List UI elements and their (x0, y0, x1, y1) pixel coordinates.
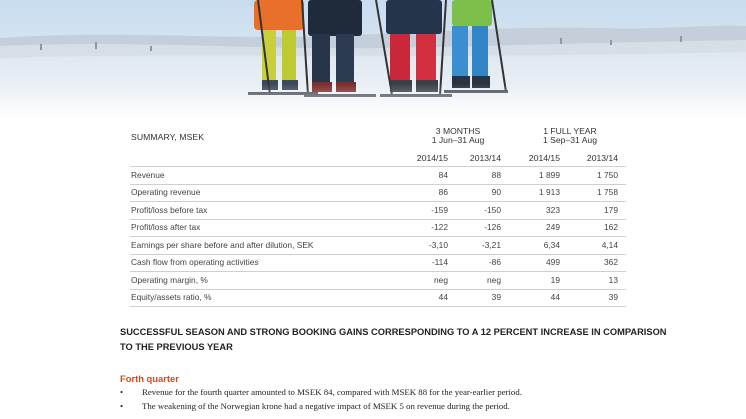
column-header: 2013/14 (469, 153, 501, 163)
row-value: 1 750 (597, 170, 618, 180)
table-row (130, 273, 626, 290)
row-value: 13 (608, 275, 618, 285)
row-value: -114 (431, 257, 448, 267)
table-divider (130, 236, 626, 237)
period-full-year (514, 127, 626, 145)
row-value: 19 (550, 275, 560, 285)
row-value: neg (434, 275, 448, 285)
hero-photo (0, 0, 746, 130)
bullet-list (120, 387, 720, 415)
row-value: 39 (608, 292, 618, 302)
row-label: Earnings per share before and after dilution, SEK (131, 240, 314, 250)
row-value: 362 (604, 257, 618, 267)
row-label: Equity/assets ratio, % (131, 292, 212, 302)
row-value: 84 (438, 170, 448, 180)
list-item-text: The weakening of the Norwegian krone had a negative impact of MSEK 5 on revenue during the period. (142, 401, 510, 411)
period-full-year-line1: 1 FULL YEAR (543, 126, 597, 136)
list-item (120, 387, 720, 401)
table-row (130, 203, 626, 220)
row-value: -3,21 (481, 240, 501, 250)
table-divider (130, 306, 626, 307)
row-value: 90 (491, 187, 501, 197)
period-three-months-line1: 3 MONTHS (435, 126, 481, 136)
row-label: Operating revenue (131, 187, 201, 197)
row-value: 323 (546, 205, 560, 215)
bullet-icon: • (120, 387, 124, 397)
row-value: neg (487, 275, 501, 285)
row-value: 1 758 (597, 187, 618, 197)
row-label: Revenue (131, 170, 165, 180)
report-headline: SUCCESSFUL SEASON AND STRONG BOOKING GAINS CORRESPONDING TO A 12 PERCENT INCREASE IN COMPARISON TO THE PREVIOUS YEAR (120, 327, 667, 352)
period-three-months (403, 127, 513, 145)
row-value: 39 (491, 292, 501, 302)
row-value: 1 899 (539, 170, 560, 180)
row-label: Profit/loss before tax (131, 205, 208, 215)
row-value: 162 (604, 222, 618, 232)
row-value: -86 (488, 257, 501, 267)
column-header: 2013/14 (586, 153, 618, 163)
table-row (130, 238, 626, 255)
row-value: 44 (550, 292, 560, 302)
table-row (130, 168, 626, 185)
table-row (130, 290, 626, 307)
section-title: Forth quarter (120, 373, 179, 384)
ski-photo-image (0, 0, 746, 130)
period-full-year-line2: 1 Sep–31 Aug (542, 135, 597, 145)
bullet-icon: • (120, 401, 124, 411)
row-label: Cash flow from operating activities (131, 257, 259, 267)
table-row (130, 255, 626, 272)
row-value: -126 (484, 222, 501, 232)
row-value: 86 (438, 187, 448, 197)
list-item-text: Revenue for the fourth quarter amounted to MSEK 84, compared with MSEK 88 for the year-earlier period. (142, 387, 522, 397)
table-row (130, 185, 626, 202)
row-value: 6,34 (543, 240, 560, 250)
summary-title: SUMMARY, MSEK (131, 132, 205, 142)
table-row (130, 220, 626, 237)
table-divider (130, 166, 626, 167)
row-value: 4,14 (601, 240, 618, 250)
row-value: -122 (431, 222, 448, 232)
row-value: 88 (491, 170, 501, 180)
row-value: -150 (484, 205, 501, 215)
row-value: 179 (604, 205, 618, 215)
row-value: 499 (546, 257, 560, 267)
table-divider (130, 201, 626, 202)
table-divider (130, 271, 626, 272)
period-three-months-line2: 1 Jun–31 Aug (431, 135, 485, 145)
list-item (120, 401, 720, 415)
column-header: 2014/15 (416, 153, 448, 163)
row-value: 249 (546, 222, 560, 232)
row-value: 1 913 (539, 187, 560, 197)
row-value: -3,10 (428, 240, 448, 250)
row-label: Profit/loss after tax (131, 222, 201, 232)
row-value: 44 (438, 292, 448, 302)
row-value: -159 (431, 205, 448, 215)
column-header: 2014/15 (528, 153, 560, 163)
row-label: Operating margin, % (131, 275, 208, 285)
